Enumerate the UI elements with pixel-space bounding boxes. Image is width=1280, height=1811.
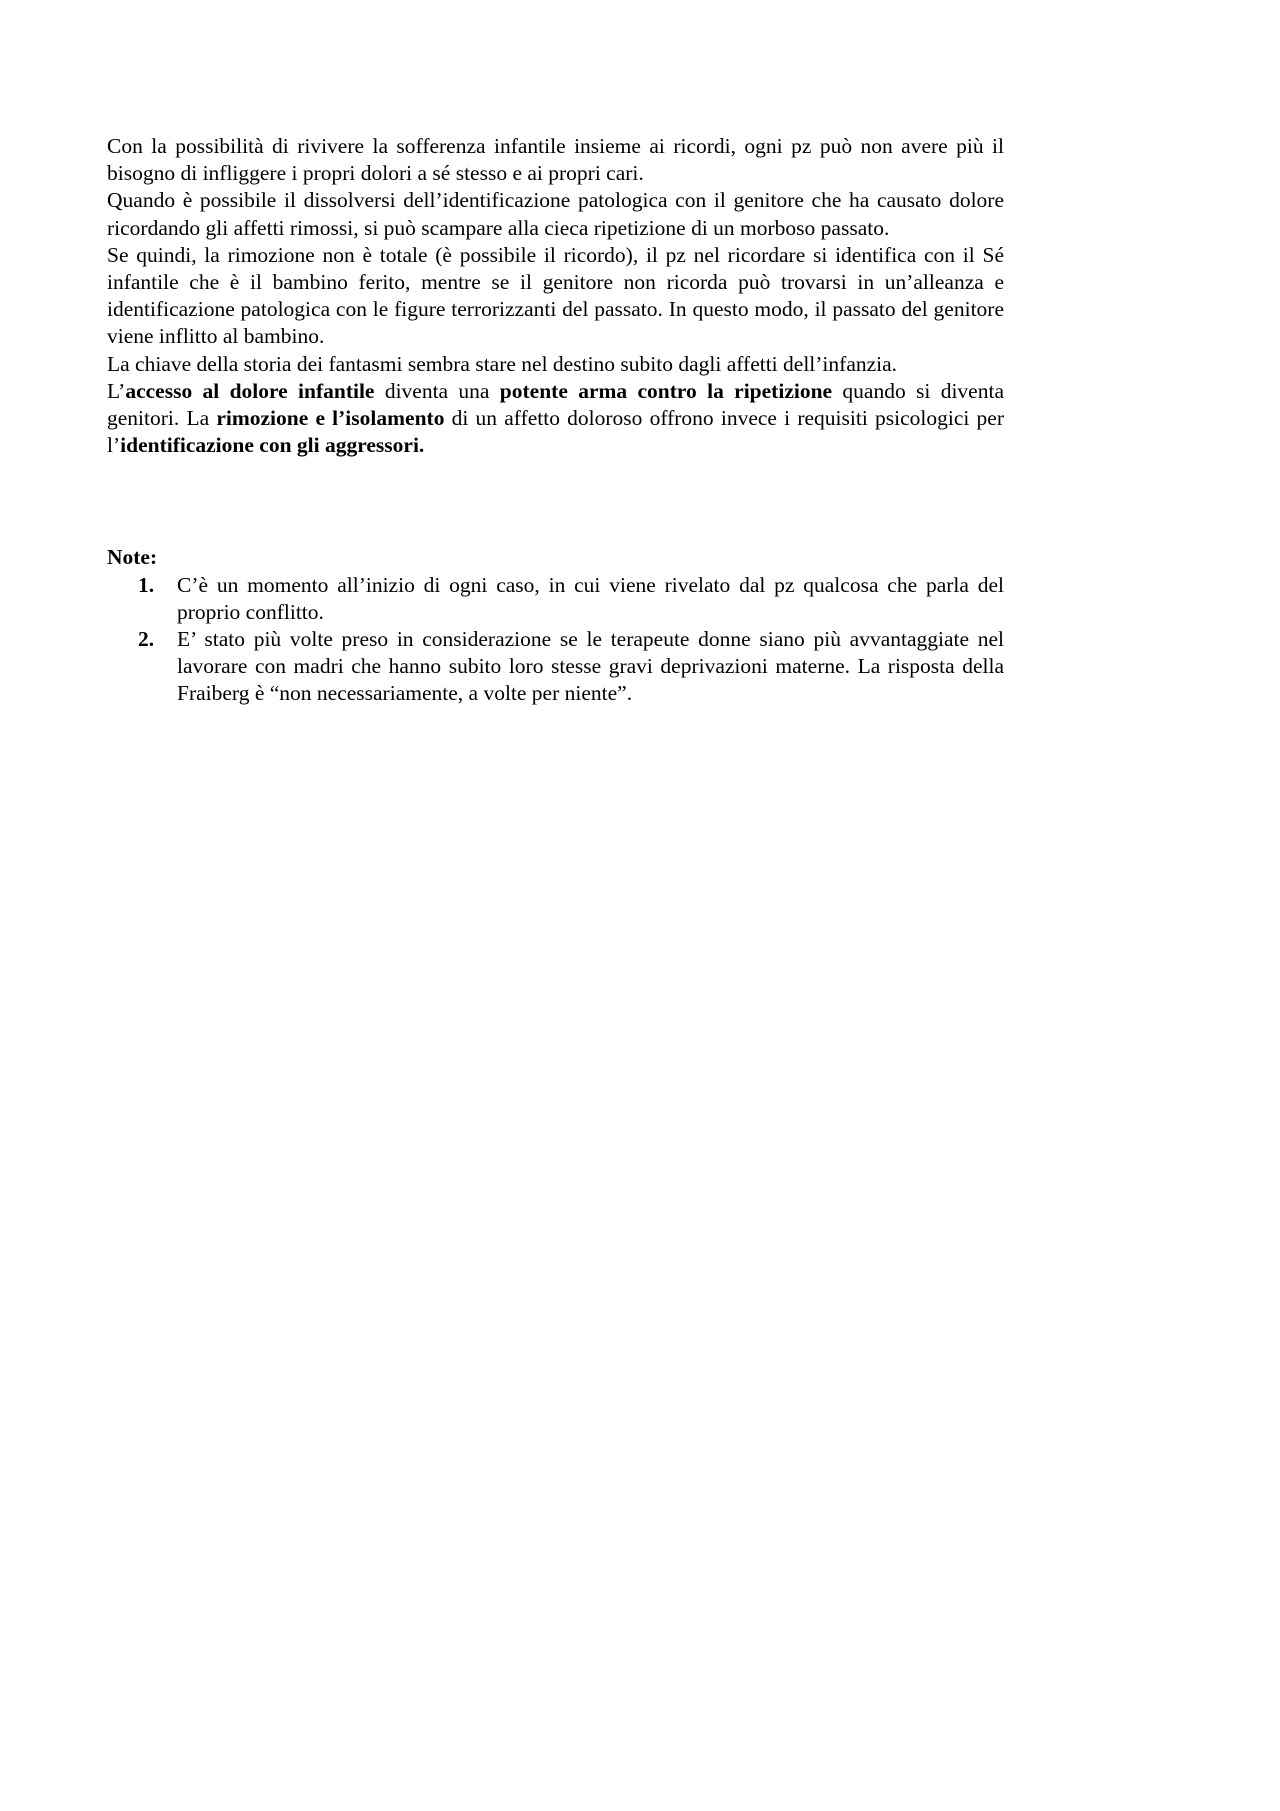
text-segment: L’ — [107, 378, 126, 403]
list-item-text: C’è un momento all’inizio di ogni caso, in cui viene rivelato dal pz qualcosa che parla del proprio conflitto. — [177, 572, 1004, 624]
bold-text-segment: accesso al dolore infantile — [125, 378, 375, 403]
text-segment: diventa una — [374, 378, 500, 403]
list-item-text: E’ stato più volte preso in considerazione se le terapeute donne siano più avvantaggiate nel lavorare con madri che hanno subito loro stesse gravi deprivazioni materne. La risposta della Fraiberg è “non necessariamente, a volte per niente”. — [177, 627, 1004, 706]
list-item-number: 2. — [138, 627, 155, 652]
paragraph-4: La chiave della storia dei fantasmi sembra stare nel destino subito dagli affetti dell’infanzia. — [107, 351, 898, 376]
list-item — [107, 572, 1004, 626]
document-page — [107, 133, 1004, 708]
text-segment: quando si diventa genitori. La — [107, 378, 1004, 431]
paragraph-2: Quando è possibile il dissolversi dell’identificazione patologica con il genitore che ha causato dolore ricordando gli affetti rimossi, si può scampare alla cieca ripetizione di un morboso passato. — [107, 188, 1004, 240]
list-item — [107, 626, 1004, 708]
paragraph-3: Se quindi, la rimozione non è totale (è possibile il ricordo), il pz nel ricordare si identifica con il Sé infantile che è il bambino ferito, mentre se il genitore non ricorda può trovarsi in un’alleanza e identificazione patologica con le figure terrorizzanti del passato. In questo modo, il passato del genitore viene inflitto al bambino. — [107, 242, 1004, 349]
bold-text-segment: potente arma contro la ripetizione — [499, 378, 833, 403]
paragraph-1: Con la possibilità di rivivere la sofferenza infantile insieme ai ricordi, ogni pz può non avere più il bisogno di infliggere i propri dolori a sé stesso e ai propri cari. — [107, 134, 1004, 186]
list-item-number: 1. — [138, 572, 155, 597]
paragraph-emphasis — [107, 378, 1004, 460]
bold-text-segment: identificazione con gli aggressori. — [120, 433, 425, 458]
notes-section — [107, 544, 1004, 707]
bold-text-segment: rimozione e l’isolamento — [216, 406, 445, 431]
notes-heading: Note: — [107, 545, 158, 570]
text-segment: di un affetto doloroso offrono invece i requisiti psicologici per l’ — [107, 406, 1004, 458]
